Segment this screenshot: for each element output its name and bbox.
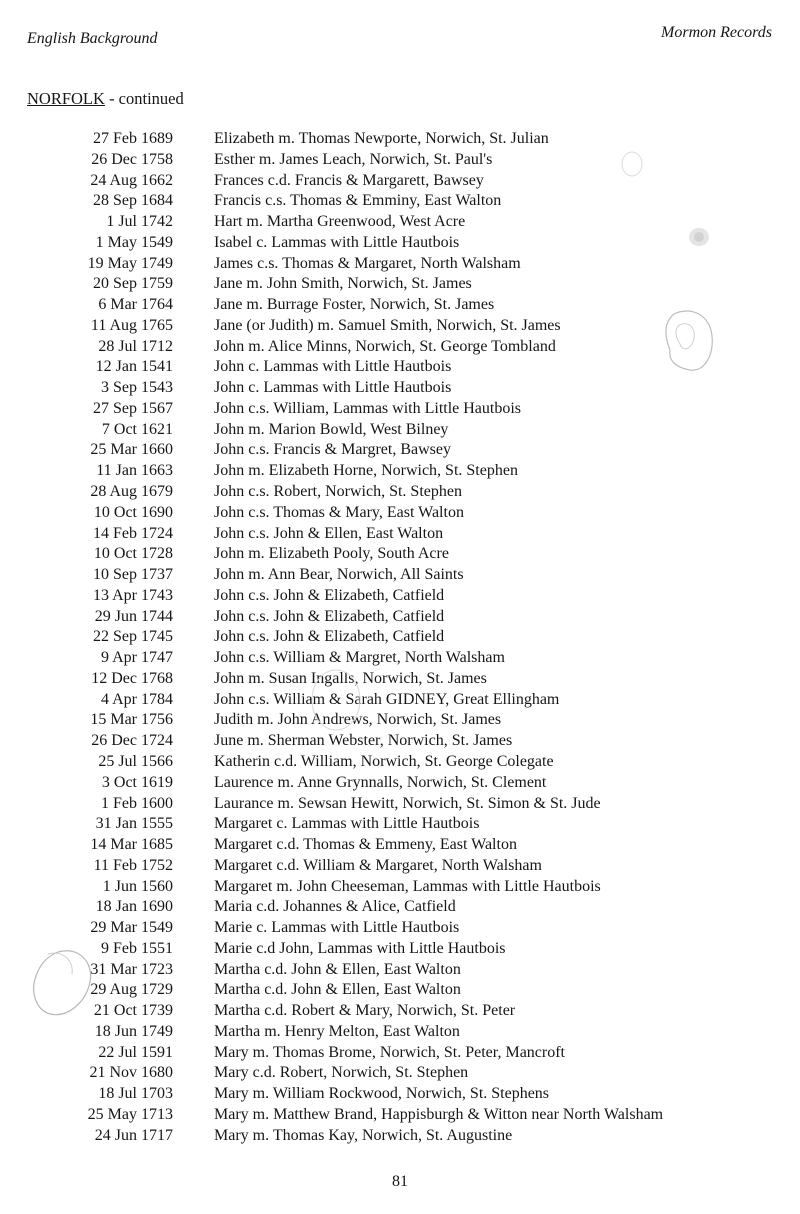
record-description: Esther m. James Leach, Norwich, St. Paul's <box>214 150 493 168</box>
record-date: 28 Sep 1684 <box>93 192 173 210</box>
record-description: John c.s. Francis & Margret, Bawsey <box>214 441 451 459</box>
record-date: 10 Sep 1737 <box>93 566 173 584</box>
record-row <box>0 191 800 212</box>
record-date: 1 May 1549 <box>95 233 173 251</box>
record-date: 9 Apr 1747 <box>101 649 173 667</box>
record-row <box>0 482 800 503</box>
record-description: Jane m. Burrage Foster, Norwich, St. James <box>214 296 495 314</box>
record-row <box>0 918 800 939</box>
record-row <box>0 586 800 607</box>
record-date: 9 Feb 1551 <box>101 939 173 957</box>
record-date: 18 Jul 1703 <box>98 1085 173 1103</box>
record-date: 20 Sep 1759 <box>93 275 173 293</box>
scan-stain-mark <box>660 306 720 378</box>
record-row <box>0 627 800 648</box>
record-date: 11 Aug 1765 <box>90 316 173 334</box>
record-row <box>0 544 800 565</box>
record-description: Marie c.d John, Lammas with Little Hautbois <box>214 939 506 957</box>
record-row <box>0 399 800 420</box>
record-date: 11 Feb 1752 <box>93 856 173 874</box>
record-list <box>0 129 800 1147</box>
record-date: 10 Oct 1690 <box>93 503 173 521</box>
record-description: Hart m. Martha Greenwood, West Acre <box>214 213 466 231</box>
section-heading <box>27 89 184 109</box>
record-description: John c.s. John & Elizabeth, Catfield <box>214 607 445 625</box>
record-description: Mary m. Matthew Brand, Happisburgh & Witton near North Walsham <box>214 1105 664 1123</box>
record-description: John m. Elizabeth Pooly, South Acre <box>214 545 449 563</box>
record-date: 22 Sep 1745 <box>93 628 173 646</box>
scan-stain-mark <box>618 148 648 180</box>
record-description: Katherin c.d. William, Norwich, St. George Colegate <box>214 752 554 770</box>
record-description: John c.s. John & Elizabeth, Catfield <box>214 586 445 604</box>
record-row <box>0 503 800 524</box>
scan-stain-mark <box>682 222 716 252</box>
record-row <box>0 1084 800 1105</box>
record-description: Martha c.d. Robert & Mary, Norwich, St. Peter <box>214 1002 516 1020</box>
record-row <box>0 378 800 399</box>
record-date: 18 Jan 1690 <box>95 898 173 916</box>
record-description: Frances c.d. Francis & Margarett, Bawsey <box>214 171 484 189</box>
record-row <box>0 1126 800 1147</box>
record-description: John c.s. William, Lammas with Little Hautbois <box>214 399 522 417</box>
record-row <box>0 835 800 856</box>
record-date: 3 Sep 1543 <box>101 379 173 397</box>
record-date: 21 Nov 1680 <box>89 1064 173 1082</box>
record-description: Margaret m. John Cheeseman, Lammas with Little Hautbois <box>214 877 601 895</box>
record-row <box>0 1043 800 1064</box>
record-description: Maria c.d. Johannes & Alice, Catfield <box>214 898 456 916</box>
record-date: 28 Aug 1679 <box>90 483 173 501</box>
record-row <box>0 794 800 815</box>
record-row <box>0 897 800 918</box>
record-row <box>0 1105 800 1126</box>
record-date: 25 Jul 1566 <box>98 752 173 770</box>
record-date: 13 Apr 1743 <box>93 586 173 604</box>
record-row <box>0 752 800 773</box>
record-description: Isabel c. Lammas with Little Hautbois <box>214 233 460 251</box>
record-row <box>0 856 800 877</box>
record-description: Mary m. Thomas Brome, Norwich, St. Peter, Mancroft <box>214 1043 565 1061</box>
page-number: 81 <box>392 1173 408 1190</box>
record-description: John m. Marion Bowld, West Bilney <box>214 420 449 438</box>
record-description: Jane (or Judith) m. Samuel Smith, Norwich, St. James <box>214 316 561 334</box>
record-date: 4 Apr 1784 <box>101 690 173 708</box>
record-date: 10 Oct 1728 <box>93 545 173 563</box>
record-date: 18 Jun 1749 <box>94 1022 173 1040</box>
record-row <box>0 731 800 752</box>
record-description: John c.s. William & Sarah GIDNEY, Great Ellingham <box>214 690 560 708</box>
record-row <box>0 877 800 898</box>
record-date: 24 Jun 1717 <box>94 1126 173 1144</box>
record-row <box>0 669 800 690</box>
record-description: Margaret c.d. Thomas & Emmeny, East Walton <box>214 836 517 854</box>
record-date: 25 May 1713 <box>87 1105 173 1123</box>
record-row <box>0 524 800 545</box>
section-suffix: - continued <box>104 89 184 108</box>
record-row <box>0 773 800 794</box>
record-row <box>0 960 800 981</box>
record-row <box>0 1001 800 1022</box>
record-row <box>0 233 800 254</box>
record-row <box>0 254 800 275</box>
record-description: John c.s. John & Ellen, East Walton <box>214 524 444 542</box>
record-date: 12 Dec 1768 <box>91 669 173 687</box>
record-date: 29 Jun 1744 <box>94 607 173 625</box>
record-description: John m. Alice Minns, Norwich, St. George Tombland <box>214 337 556 355</box>
record-row <box>0 980 800 1001</box>
running-header-left: English Background <box>27 30 158 47</box>
record-row <box>0 440 800 461</box>
record-date: 14 Mar 1685 <box>90 836 173 854</box>
record-date: 27 Feb 1689 <box>93 130 173 147</box>
record-row <box>0 461 800 482</box>
record-description: Elizabeth m. Thomas Newporte, Norwich, St. Julian <box>214 130 549 147</box>
record-date: 6 Mar 1764 <box>98 296 173 314</box>
county-name: NORFOLK <box>27 89 105 108</box>
record-description: Mary m. Thomas Kay, Norwich, St. Augustine <box>214 1126 513 1144</box>
record-row <box>0 150 800 171</box>
record-description: John c. Lammas with Little Hautbois <box>214 358 452 376</box>
record-description: Marie c. Lammas with Little Hautbois <box>214 919 460 937</box>
record-row <box>0 1022 800 1043</box>
record-date: 22 Jul 1591 <box>98 1043 173 1061</box>
record-row <box>0 690 800 711</box>
record-description: Margaret c.d. William & Margaret, North Walsham <box>214 856 542 874</box>
record-date: 7 Oct 1621 <box>101 420 173 438</box>
record-row <box>0 814 800 835</box>
record-description: John m. Ann Bear, Norwich, All Saints <box>214 566 464 584</box>
record-date: 28 Jul 1712 <box>98 337 173 355</box>
record-date: 15 Mar 1756 <box>90 711 173 729</box>
record-date: 26 Dec 1758 <box>91 150 173 168</box>
record-description: Martha m. Henry Melton, East Walton <box>214 1022 460 1040</box>
record-description: June m. Sherman Webster, Norwich, St. James <box>214 732 513 750</box>
record-date: 11 Jan 1663 <box>96 462 173 480</box>
record-description: Laurance m. Sewsan Hewitt, Norwich, St. Simon & St. Jude <box>214 794 601 812</box>
record-row <box>0 710 800 731</box>
record-row <box>0 648 800 669</box>
record-date: 19 May 1749 <box>87 254 173 272</box>
record-description: Laurence m. Anne Grynnalls, Norwich, St. Clement <box>214 773 547 791</box>
running-header-right: Mormon Records <box>661 24 772 41</box>
record-date: 1 Jun 1560 <box>102 877 173 895</box>
record-row <box>0 274 800 295</box>
record-description: Margaret c. Lammas with Little Hautbois <box>214 815 480 833</box>
record-date: 3 Oct 1619 <box>101 773 173 791</box>
record-date: 27 Sep 1567 <box>93 399 173 417</box>
record-date: 31 Jan 1555 <box>95 815 173 833</box>
record-row <box>0 565 800 586</box>
record-date: 1 Jul 1742 <box>106 213 173 231</box>
record-date: 31 Mar 1723 <box>90 960 173 978</box>
record-date: 1 Feb 1600 <box>101 794 173 812</box>
record-description: John c.s. William & Margret, North Walsham <box>214 649 505 667</box>
record-description: Martha c.d. John & Ellen, East Walton <box>214 981 461 999</box>
scan-stain-mark <box>306 664 366 734</box>
record-row <box>0 171 800 192</box>
record-row <box>0 607 800 628</box>
record-date: 14 Feb 1724 <box>93 524 173 542</box>
record-date: 25 Mar 1660 <box>90 441 173 459</box>
record-date: 12 Jan 1541 <box>95 358 173 376</box>
record-row <box>0 129 800 150</box>
record-description: Mary m. William Rockwood, Norwich, St. Stephens <box>214 1085 550 1103</box>
record-description: John m. Elizabeth Horne, Norwich, St. Stephen <box>214 462 518 480</box>
record-description: Martha c.d. John & Ellen, East Walton <box>214 960 461 978</box>
record-row <box>0 212 800 233</box>
record-description: James c.s. Thomas & Margaret, North Walsham <box>214 254 521 272</box>
record-date: 26 Dec 1724 <box>91 732 173 750</box>
record-description: John c.s. Robert, Norwich, St. Stephen <box>214 483 462 501</box>
record-description: John c. Lammas with Little Hautbois <box>214 379 452 397</box>
record-row <box>0 420 800 441</box>
record-date: 29 Mar 1549 <box>90 919 173 937</box>
record-date: 21 Oct 1739 <box>93 1002 173 1020</box>
record-description: John m. Susan Ingalls, Norwich, St. James <box>214 669 487 687</box>
scan-stain-mark <box>28 944 98 1024</box>
record-description: John c.s. John & Elizabeth, Catfield <box>214 628 445 646</box>
record-row <box>0 939 800 960</box>
record-description: Mary c.d. Robert, Norwich, St. Stephen <box>214 1064 469 1082</box>
record-description: John c.s. Thomas & Mary, East Walton <box>214 503 464 521</box>
record-row <box>0 1063 800 1084</box>
record-description: Jane m. John Smith, Norwich, St. James <box>214 275 472 293</box>
record-description: Francis c.s. Thomas & Emminy, East Walton <box>214 192 502 210</box>
record-description: Judith m. John Andrews, Norwich, St. James <box>214 711 502 729</box>
record-date: 29 Aug 1729 <box>90 981 173 999</box>
record-date: 24 Aug 1662 <box>90 171 173 189</box>
